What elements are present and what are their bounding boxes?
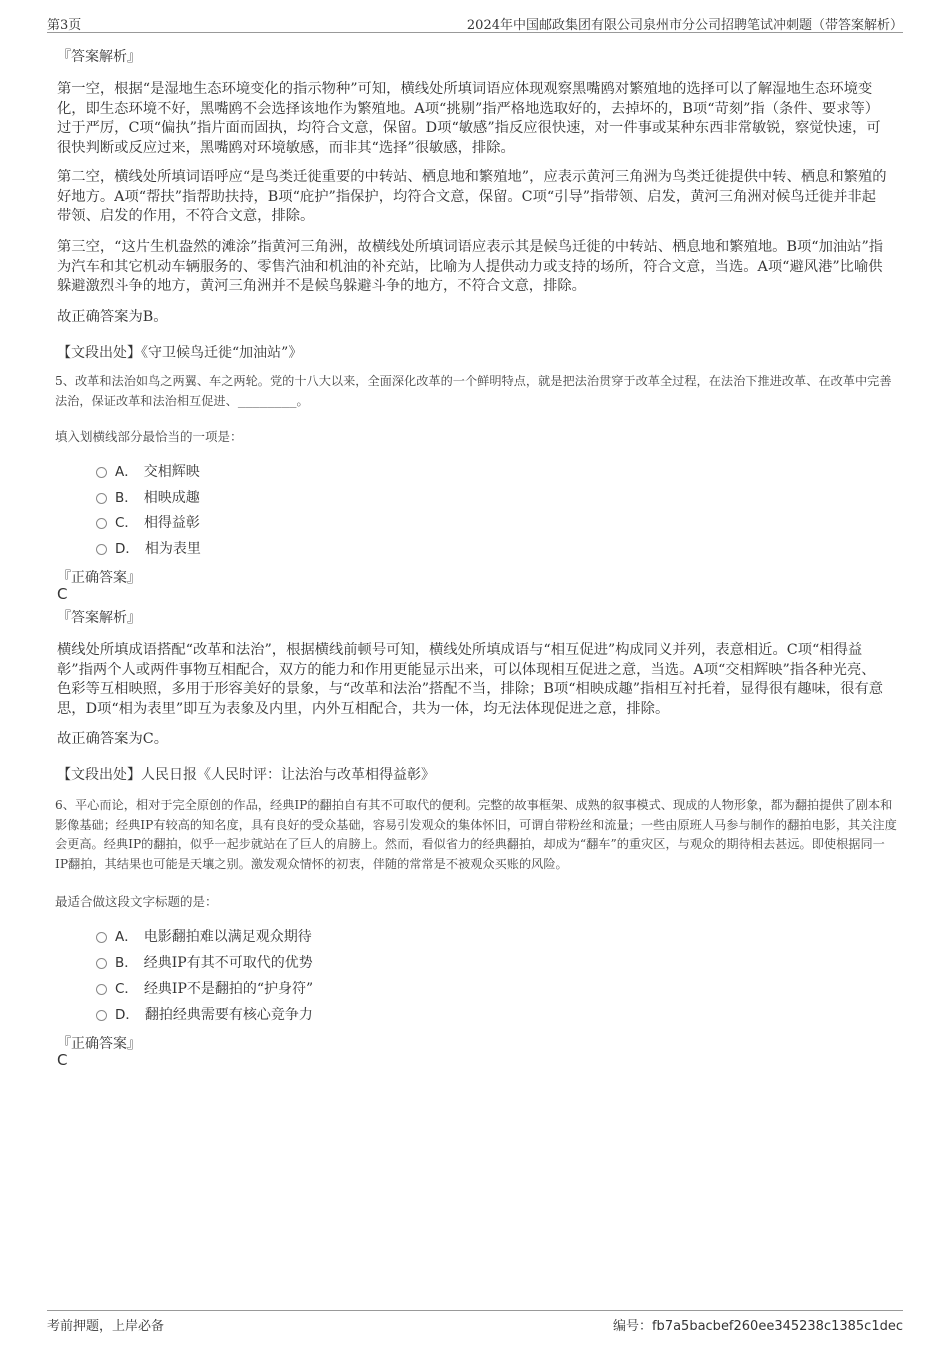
q6-option-c[interactable] <box>96 978 313 998</box>
q5-analysis: 横线处所填成语搭配“改革和法治”，根据横线前顿号可知，横线处所填成语与“相互促进”构成同义并列，表意相近。C项“相得益彰”指两个人或两件事物互相配合，双方的能力和作用更能显示出来，可以体现相互促进之意，当选。A项“交相辉映”指各种光亮、色彩等互相映照，多用于形容美好的景象，与“改革和法治”搭配不当，排除；B项“相映成趣”指相互衬托着，显得很有趣味，很有意思，D项“相为表里”即互为表象及内里，内外互相配合，共为一体，均无法体现促进之意，排除。 <box>57 642 884 717</box>
q5-source: 【文段出处】人民日报《人民时评：让法治与改革相得益彰》 <box>57 767 435 783</box>
footer-slogan: 考前押题，上岸必备 <box>47 1319 165 1334</box>
code-label: 编号： <box>612 1319 652 1334</box>
q6-option-d[interactable] <box>96 1004 313 1024</box>
q4-analysis-para3: 第三空，“这片生机盎然的滩涂”指黄河三角洲，故横线处所填词语应表示其是候鸟迁徙的中转站、栖息地和繁殖地。B项“加油站”指为汽车和其它机动车辆服务的、零售汽油和机油的补充站，比喻为人提供动力或支持的场所，符合文意，当选。A项“避风港”比喻供躲避激烈斗争的地方，黄河三角洲并不是候鸟躲避斗争的地方，不符合文意，排除。 <box>57 239 884 294</box>
q5-conclusion: 故正确答案为C。 <box>57 731 169 747</box>
page-number: 第3页 <box>47 18 82 33</box>
option-text: 交相辉映 <box>143 464 200 480</box>
q5-option-a[interactable] <box>96 461 200 481</box>
q6-correct-answer: C <box>57 1051 68 1069</box>
q6-question: 6、平心而论，相对于完全原创的作品，经典IP的翻拍自有其不可取代的便利。完整的故事框架、成熟的叙事模式、现成的人物形象，都为翻拍提供了剧本和影像基础；经典IP有较高的知名度，具有良好的受众基础，容易引发观众的集体怀旧，可谓自带粉丝和流量；一些由原班人马参与制作的翻拍电影，其关注度会更高。经典IP的翻拍，似乎一起步就站在了巨人的肩膀上。然而，看似省力的经典翻拍，却成为“翻车”的重灾区，与观众的期待相去甚远。即使根据同一IP翻拍，其结果也可能是天壤之别。激发观众情怀的初衷，伴随的常常是不被观众买账的风险。 <box>55 798 897 871</box>
option-text: 经典IP有其不可取代的优势 <box>143 955 313 971</box>
option-letter: D． <box>115 1007 139 1023</box>
option-letter: C． <box>115 981 138 997</box>
q4-source: 【文段出处】《守卫候鸟迁徙“加油站”》 <box>57 345 303 361</box>
q5-option-d[interactable] <box>96 538 201 558</box>
option-letter: B． <box>115 955 138 971</box>
option-text: 相为表里 <box>144 541 201 557</box>
q5-option-b[interactable] <box>96 487 200 507</box>
code-value: fb7a5bacbef260ee345238c1385c1dec <box>651 1319 903 1334</box>
radio-icon[interactable] <box>96 932 107 943</box>
page-footer <box>47 1310 903 1334</box>
q6-option-a[interactable] <box>96 926 312 946</box>
option-letter: D． <box>115 541 139 557</box>
q4-analysis-label: 『答案解析』 <box>57 49 141 65</box>
q5-prompt: 填入划横线部分最恰当的一项是： <box>55 429 243 444</box>
q5-question-text: 5、改革和法治如鸟之两翼、车之两轮。党的十八大以来，全面深化改革的一个鲜明特点，就是把法治贯穿于改革全过程，在法治下推进改革、在改革中完善法治，保证改革和法治相互促进、 <box>55 374 892 408</box>
q6-option-b[interactable] <box>96 952 313 972</box>
option-text: 电影翻拍难以满足观众期待 <box>143 929 312 945</box>
q5-blank: ________ <box>237 393 297 408</box>
option-letter: C． <box>115 515 138 531</box>
q5-correct-answer: C <box>57 585 68 603</box>
q6-correct-label: 『正确答案』 <box>57 1036 141 1052</box>
q5-question-tail: 。 <box>296 393 309 408</box>
option-letter: B． <box>115 490 138 506</box>
option-text: 相得益彰 <box>143 515 200 531</box>
q5-analysis-label: 『答案解析』 <box>57 610 141 626</box>
document-code <box>613 1315 903 1334</box>
option-letter: A． <box>115 929 138 945</box>
q4-analysis-para1: 第一空，根据“是湿地生态环境变化的指示物种”可知，横线处所填词语应体现观察黑嘴鸥对繁殖地的选择可以了解湿地生态环境变化，即生态环境不好，黑嘴鸥不会选择该地作为繁殖地。A项“挑剔”指严格地选取好的，去掉坏的，B项“苛刻”指（条件、要求等）过于严厉，C项“偏执”指片面而固执，均符合文意，保留。D项“敏感”指反应很快速，对一件事或某种东西非常敏锐，察觉快速，可很快判断或反应过来，黑嘴鸥对环境敏感，而非其“选择”很敏感，排除。 <box>57 81 881 156</box>
radio-icon[interactable] <box>96 544 107 555</box>
page-header <box>47 12 903 33</box>
option-letter: A． <box>115 464 138 480</box>
option-text: 经典IP不是翻拍的“护身符” <box>143 981 314 997</box>
q5-option-c[interactable] <box>96 512 200 532</box>
radio-icon[interactable] <box>96 1010 107 1021</box>
option-text: 相映成趣 <box>143 490 200 506</box>
radio-icon[interactable] <box>96 518 107 529</box>
radio-icon[interactable] <box>96 467 107 478</box>
q4-conclusion: 故正确答案为B。 <box>57 309 168 325</box>
q4-analysis-para2: 第二空，横线处所填词语呼应“是鸟类迁徙重要的中转站、栖息地和繁殖地”，应表示黄河三角洲为鸟类迁徙提供中转、栖息和繁殖的好地方。A项“帮扶”指帮助扶持，B项“庇护”指保护，均符合文意，保留。C项“引导”指带领、启发，黄河三角洲对候鸟迁徙并非起带领、启发的作用，不符合文意，排除。 <box>57 169 887 224</box>
radio-icon[interactable] <box>96 493 107 504</box>
radio-icon[interactable] <box>96 958 107 969</box>
q6-prompt: 最适合做这段文字标题的是： <box>55 894 218 909</box>
option-text: 翻拍经典需要有核心竞争力 <box>144 1007 313 1023</box>
radio-icon[interactable] <box>96 984 107 995</box>
q5-question <box>55 372 897 411</box>
document-title: 2024年中国邮政集团有限公司泉州市分公司招聘笔试冲刺题（带答案解析） <box>466 18 903 33</box>
q5-correct-label: 『正确答案』 <box>57 570 141 586</box>
